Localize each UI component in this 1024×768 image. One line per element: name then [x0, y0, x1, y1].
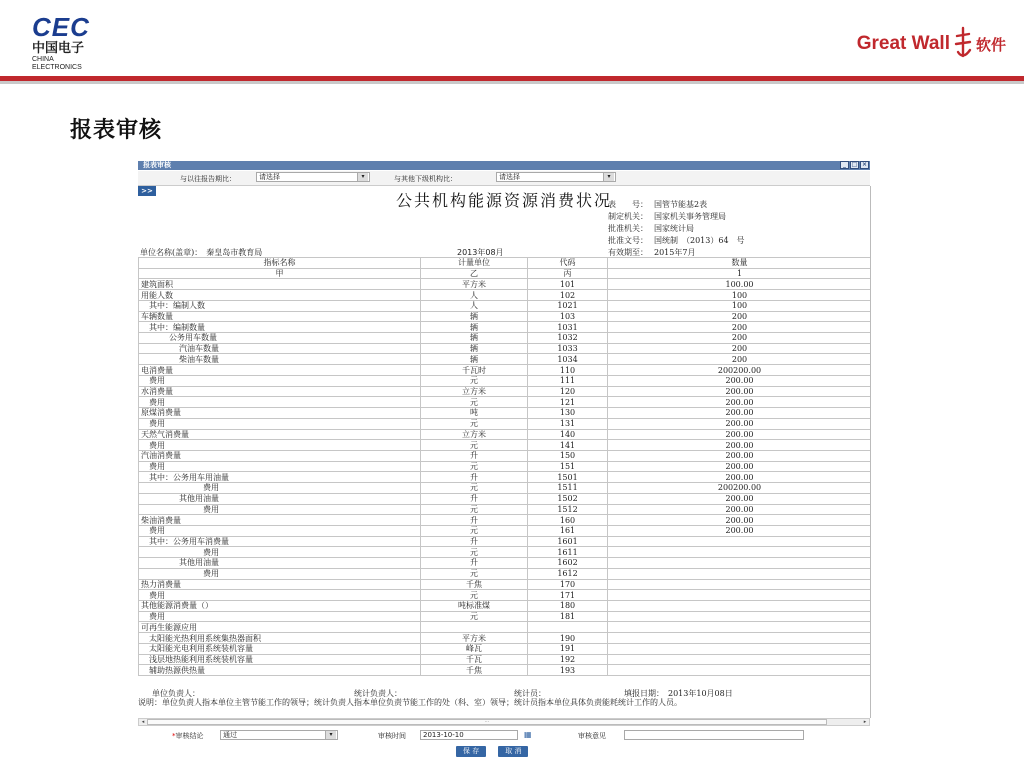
row-name: 公务用车数量 [139, 333, 421, 344]
row-qty[interactable] [608, 611, 872, 622]
row-qty[interactable]: 200 [608, 354, 872, 365]
row-code: 130 [528, 408, 608, 419]
cec-logo-en: CHINA ELECTRONICS [32, 56, 82, 71]
maximize-button[interactable]: □ [851, 161, 858, 168]
row-name: 原煤消费量 [139, 408, 421, 419]
row-code: 161 [528, 525, 608, 536]
filter-bar [138, 171, 870, 186]
table-row [139, 397, 872, 408]
row-name: 辅助热源供热量 [139, 665, 421, 676]
row-name: 汽油车数量 [139, 343, 421, 354]
audit-opinion-label: 审核意见 [578, 732, 606, 740]
audit-time-label: 审核时间 [378, 732, 406, 740]
audit-conclusion-label: *审核结论 [172, 732, 204, 740]
meta-value: 国家机关事务管理局 [654, 212, 726, 221]
table-row [139, 633, 872, 644]
table-row [139, 504, 872, 515]
row-unit: 元 [421, 590, 528, 601]
row-qty[interactable] [608, 643, 872, 654]
row-name: 可再生能源应用 [139, 622, 421, 633]
row-qty[interactable]: 200 [608, 322, 872, 333]
row-qty[interactable] [608, 590, 872, 601]
row-unit: 吨 [421, 408, 528, 419]
meta-value: 国家统计局 [654, 224, 694, 233]
row-name: 其他能源消费量（） [139, 601, 421, 612]
row-qty[interactable]: 200.00 [608, 386, 872, 397]
row-unit: 吨标准煤 [421, 601, 528, 612]
audit-form [138, 728, 870, 742]
meta-row [608, 235, 745, 246]
row-unit: 升 [421, 450, 528, 461]
row-code: 1033 [528, 343, 608, 354]
meta-key: 批准机关： [608, 224, 648, 233]
principal-label: 单位负责人： [152, 689, 200, 698]
row-code: 1021 [528, 300, 608, 311]
cec-logo [32, 12, 102, 71]
cec-logo-cn: 中国电子 [32, 41, 85, 56]
row-qty[interactable] [608, 654, 872, 665]
row-unit: 升 [421, 558, 528, 569]
col-key: 甲 [139, 268, 421, 279]
row-code: 101 [528, 279, 608, 290]
row-name: 费用 [139, 547, 421, 558]
row-unit: 人 [421, 300, 528, 311]
row-unit: 升 [421, 472, 528, 483]
table-row [139, 547, 872, 558]
row-name: 其他用油量 [139, 558, 421, 569]
table-row [139, 525, 872, 536]
row-qty[interactable] [608, 633, 872, 644]
row-qty[interactable]: 200.00 [608, 375, 872, 386]
row-code: 1032 [528, 333, 608, 344]
row-qty[interactable]: 200 [608, 311, 872, 322]
row-code: 1031 [528, 322, 608, 333]
row-code: 160 [528, 515, 608, 526]
row-code: 181 [528, 611, 608, 622]
header-gray-band [0, 81, 1024, 84]
table-row [139, 375, 872, 386]
table-row [139, 461, 872, 472]
table-row [139, 333, 872, 344]
table-row [139, 654, 872, 665]
row-unit: 千瓦时 [421, 365, 528, 376]
save-button[interactable]: 保 存 [456, 746, 486, 757]
row-qty[interactable]: 200.00 [608, 472, 872, 483]
meta-value: 国统制 （2013）64 号 [654, 236, 745, 245]
slide-header [0, 0, 1024, 80]
row-unit: 元 [421, 461, 528, 472]
row-qty[interactable]: 200.00 [608, 429, 872, 440]
cancel-button[interactable]: 取 消 [498, 746, 528, 757]
row-unit: 辆 [421, 311, 528, 322]
row-code: 140 [528, 429, 608, 440]
row-code: 1612 [528, 568, 608, 579]
table-row [139, 493, 872, 504]
statistician-label: 统计员： [514, 689, 546, 698]
table-row [139, 515, 872, 526]
row-code: 111 [528, 375, 608, 386]
row-code: 121 [528, 397, 608, 408]
row-name: 费用 [139, 418, 421, 429]
row-qty[interactable]: 200.00 [608, 461, 872, 472]
report-title: 公共机构能源资源消费状况 [395, 191, 612, 210]
meta-value: 国管节能基2表 [654, 200, 708, 209]
row-unit: 千瓦 [421, 654, 528, 665]
row-qty[interactable]: 200.00 [608, 418, 872, 429]
row-qty[interactable]: 100.00 [608, 279, 872, 290]
row-name: 用能人数 [139, 290, 421, 301]
calendar-icon[interactable]: ▦ [524, 730, 532, 739]
row-name: 其中：公务用车用油量 [139, 472, 421, 483]
row-unit: 辆 [421, 322, 528, 333]
table-header-row [139, 258, 872, 269]
row-code: 1502 [528, 493, 608, 504]
fill-date: 填报日期： 2013年10月08日 [624, 689, 733, 698]
row-code: 1611 [528, 547, 608, 558]
col-header: 计量单位 [421, 258, 528, 269]
row-code: 141 [528, 440, 608, 451]
row-code: 1602 [528, 558, 608, 569]
table-row [139, 311, 872, 322]
row-name: 费用 [139, 611, 421, 622]
slide-title: 报表审核 [70, 118, 163, 143]
row-code: 171 [528, 590, 608, 601]
row-unit [421, 622, 528, 633]
table-row [139, 386, 872, 397]
row-unit: 辆 [421, 333, 528, 344]
row-qty[interactable] [608, 558, 872, 569]
row-unit: 元 [421, 375, 528, 386]
row-name: 费用 [139, 375, 421, 386]
row-name: 其他用油量 [139, 493, 421, 504]
row-code: 1512 [528, 504, 608, 515]
table-row [139, 665, 872, 676]
row-qty[interactable] [608, 579, 872, 590]
table-row [139, 343, 872, 354]
report-note: 说明：单位负责人指本单位主管节能工作的领导；统计负责人指本单位负责节能工作的处（科、室）领导；统计员指本单位具体负责能耗统计工作的人员。 [138, 698, 682, 707]
table-row [139, 279, 872, 290]
audit-conclusion-label-text: 审核结论 [175, 732, 204, 740]
cec-logo-text: CEC [32, 12, 90, 42]
table-row [139, 408, 872, 419]
report-audit-window [138, 161, 870, 761]
row-qty[interactable] [608, 568, 872, 579]
row-unit: 辆 [421, 343, 528, 354]
row-qty[interactable] [608, 665, 872, 676]
great-wall-logo-suffix: 软件 [975, 35, 1006, 54]
chevron-down-icon: ▾ [325, 731, 336, 739]
audit-time-input[interactable] [420, 730, 518, 740]
row-unit: 升 [421, 515, 528, 526]
row-name: 热力消费量 [139, 579, 421, 590]
meta-row [608, 211, 726, 222]
row-unit: 元 [421, 611, 528, 622]
row-unit: 元 [421, 440, 528, 451]
row-qty[interactable] [608, 547, 872, 558]
table-row [139, 354, 872, 365]
compare-org-label: 与其他下级机构比： [394, 175, 457, 183]
row-unit: 元 [421, 504, 528, 515]
row-unit: 元 [421, 418, 528, 429]
row-code: 120 [528, 386, 608, 397]
row-name: 费用 [139, 568, 421, 579]
row-unit: 峰瓦 [421, 643, 528, 654]
row-qty[interactable]: 200 [608, 333, 872, 344]
row-qty[interactable]: 100 [608, 300, 872, 311]
row-unit: 元 [421, 568, 528, 579]
chevron-down-icon: ▾ [603, 173, 614, 181]
row-name: 其中：编制人数 [139, 300, 421, 311]
row-name: 浅层地热能利用系统装机容量 [139, 654, 421, 665]
row-name: 柴油车数量 [139, 354, 421, 365]
compare-org-select[interactable] [496, 172, 616, 182]
row-name: 汽油消费量 [139, 450, 421, 461]
row-qty[interactable] [608, 601, 872, 612]
row-qty[interactable]: 200200.00 [608, 365, 872, 376]
col-header: 代码 [528, 258, 608, 269]
scroll-left-icon[interactable]: ◂ [141, 719, 145, 725]
row-name: 费用 [139, 440, 421, 451]
meta-value: 2015年7月 [654, 248, 696, 257]
row-code: 1034 [528, 354, 608, 365]
row-unit: 元 [421, 547, 528, 558]
table-row [139, 472, 872, 483]
row-name: 太阳能光热利用系统集热器面积 [139, 633, 421, 644]
great-wall-mark-icon [952, 26, 974, 62]
report-period: 2013年08月 [457, 248, 504, 257]
row-code [528, 622, 608, 633]
row-code: 102 [528, 290, 608, 301]
table-key-row [139, 268, 872, 279]
organization-name: 单位名称(盖章)： 秦皇岛市教育局 [140, 248, 263, 257]
row-code: 1501 [528, 472, 608, 483]
col-header: 数量 [608, 258, 872, 269]
row-name: 电消费量 [139, 365, 421, 376]
minimize-button[interactable]: _ [840, 161, 849, 169]
row-code: 1511 [528, 483, 608, 494]
row-code: 193 [528, 665, 608, 676]
meta-key: 批准文号： [608, 236, 648, 245]
expand-button[interactable]: >> [138, 186, 156, 196]
table-row [139, 579, 872, 590]
audit-time-value: 2013-10-10 [423, 731, 464, 739]
table-row [139, 483, 872, 494]
scroll-thumb[interactable]: ⋯ [147, 719, 827, 725]
row-qty[interactable]: 200.00 [608, 408, 872, 419]
row-name: 其中：编制数量 [139, 322, 421, 333]
row-unit: 千焦 [421, 579, 528, 590]
row-code: 191 [528, 643, 608, 654]
row-code: 151 [528, 461, 608, 472]
row-code: 192 [528, 654, 608, 665]
row-qty[interactable]: 200.00 [608, 525, 872, 536]
row-unit: 人 [421, 290, 528, 301]
compare-period-label: 与以往报告期比： [180, 175, 236, 183]
meta-row [608, 199, 707, 210]
row-code: 110 [528, 365, 608, 376]
table-row [139, 611, 872, 622]
row-name: 车辆数量 [139, 311, 421, 322]
row-name: 费用 [139, 504, 421, 515]
row-code: 150 [528, 450, 608, 461]
table-row [139, 322, 872, 333]
row-qty[interactable]: 200.00 [608, 397, 872, 408]
audit-opinion-input[interactable] [624, 730, 804, 740]
row-unit: 立方米 [421, 386, 528, 397]
row-code: 1601 [528, 536, 608, 547]
row-qty[interactable]: 200200.00 [608, 483, 872, 494]
table-row [139, 558, 872, 569]
audit-conclusion-value: 通过 [223, 731, 237, 739]
table-row [139, 536, 872, 547]
row-code: 170 [528, 579, 608, 590]
meta-key: 表 号： [608, 200, 648, 209]
compare-org-value: 请选择 [499, 173, 520, 181]
row-qty[interactable]: 200.00 [608, 450, 872, 461]
row-name: 费用 [139, 461, 421, 472]
row-unit: 平方米 [421, 633, 528, 644]
row-name: 柴油消费量 [139, 515, 421, 526]
row-name: 费用 [139, 483, 421, 494]
close-button[interactable]: × [861, 161, 868, 168]
row-unit: 立方米 [421, 429, 528, 440]
table-row [139, 590, 872, 601]
row-name: 费用 [139, 590, 421, 601]
table-row [139, 601, 872, 612]
row-qty[interactable] [608, 536, 872, 547]
row-name: 水消费量 [139, 386, 421, 397]
table-row [139, 450, 872, 461]
row-code: 180 [528, 601, 608, 612]
row-qty[interactable]: 200 [608, 343, 872, 354]
col-header: 指标名称 [139, 258, 421, 269]
compare-period-value: 请选择 [259, 173, 280, 181]
row-name: 建筑面积 [139, 279, 421, 290]
meta-key: 有效期至： [608, 248, 648, 257]
report-document [138, 186, 871, 718]
row-qty[interactable]: 200.00 [608, 493, 872, 504]
report-table [138, 257, 871, 676]
row-qty[interactable] [608, 622, 872, 633]
col-key: 乙 [421, 268, 528, 279]
horizontal-scrollbar[interactable] [138, 718, 870, 726]
table-row [139, 290, 872, 301]
row-name: 太阳能光电利用系统装机容量 [139, 643, 421, 654]
row-unit: 元 [421, 483, 528, 494]
stat-principal-label: 统计负责人： [354, 689, 402, 698]
row-unit: 千焦 [421, 665, 528, 676]
table-row [139, 622, 872, 633]
row-code: 103 [528, 311, 608, 322]
chevron-down-icon: ▾ [357, 173, 368, 181]
row-name: 其中：公务用车消费量 [139, 536, 421, 547]
window-titlebar [138, 161, 870, 170]
scroll-right-icon[interactable]: ▸ [863, 719, 867, 725]
table-row [139, 418, 872, 429]
great-wall-logo-text: Great Wall [856, 33, 950, 54]
row-name: 费用 [139, 397, 421, 408]
table-row [139, 568, 872, 579]
col-key: 1 [608, 268, 872, 279]
row-name: 天然气消费量 [139, 429, 421, 440]
window-title: 报表审核 [143, 161, 171, 169]
meta-key: 制定机关： [608, 212, 648, 221]
row-qty[interactable]: 200.00 [608, 504, 872, 515]
row-unit: 元 [421, 525, 528, 536]
row-code: 131 [528, 418, 608, 429]
row-name: 费用 [139, 525, 421, 536]
row-qty[interactable]: 200.00 [608, 515, 872, 526]
table-row [139, 440, 872, 451]
table-row [139, 643, 872, 654]
audit-conclusion-select[interactable] [220, 730, 338, 740]
action-buttons [456, 746, 528, 757]
row-unit: 升 [421, 536, 528, 547]
meta-row [608, 223, 694, 234]
row-code: 190 [528, 633, 608, 644]
table-row [139, 429, 872, 440]
row-unit: 辆 [421, 354, 528, 365]
row-unit: 平方米 [421, 279, 528, 290]
row-unit: 升 [421, 493, 528, 504]
row-qty[interactable]: 200.00 [608, 440, 872, 451]
row-unit: 元 [421, 397, 528, 408]
compare-period-select[interactable] [256, 172, 370, 182]
col-key: 丙 [528, 268, 608, 279]
table-row [139, 300, 872, 311]
table-row [139, 365, 872, 376]
great-wall-logo [857, 26, 1006, 62]
row-qty[interactable]: 100 [608, 290, 872, 301]
